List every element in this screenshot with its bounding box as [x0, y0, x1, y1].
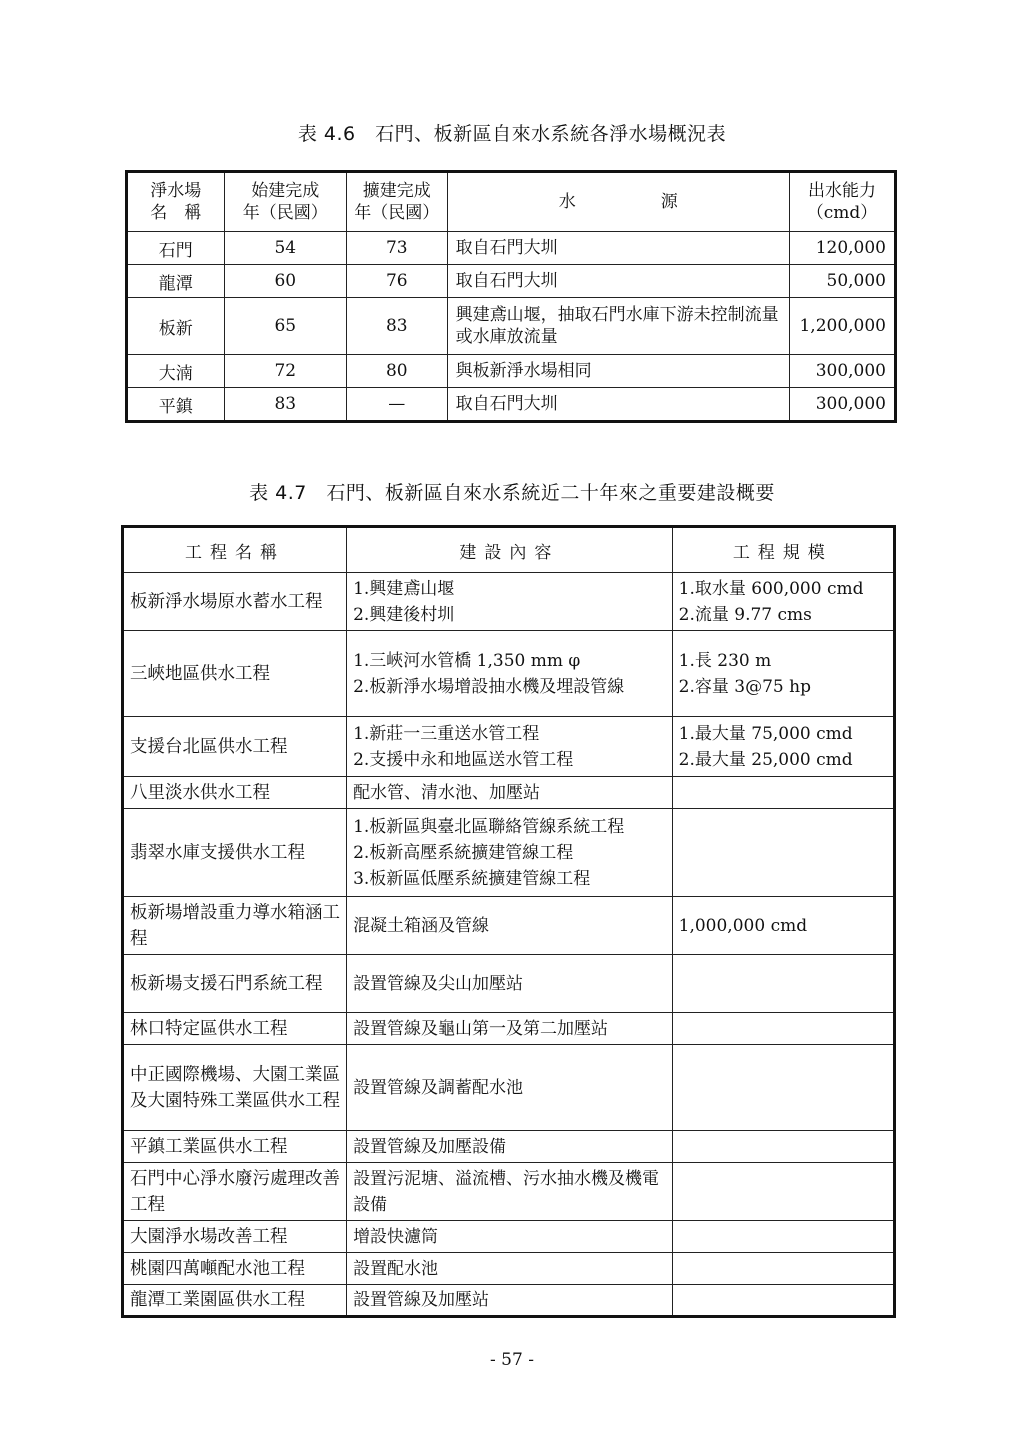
built-year: 83	[224, 388, 346, 422]
project-name: 八里淡水供水工程	[123, 777, 347, 809]
project-name: 翡翠水庫支援供水工程	[123, 809, 347, 897]
project-scale	[672, 631, 894, 717]
project-name: 大園淨水場改善工程	[123, 1221, 347, 1253]
project-scale	[672, 1131, 894, 1163]
header-built: 始建完成 年（民國）	[224, 172, 346, 232]
project-scale	[672, 1013, 894, 1045]
plant-name: 龍潭	[127, 265, 225, 298]
table-row	[123, 717, 895, 777]
table-row	[123, 777, 895, 809]
table-header-row	[123, 527, 895, 573]
table-row	[123, 1285, 895, 1317]
table-row	[127, 355, 896, 388]
scale-line: 2.容量 3@75 hp	[678, 676, 811, 697]
content-line: 配水管、清水池、加壓站	[353, 782, 541, 803]
table-header-row	[127, 172, 896, 232]
scale-line: 1,000,000 cmd	[678, 915, 808, 936]
project-scale	[672, 573, 894, 631]
table-row	[127, 388, 896, 422]
water-source: 與板新淨水場相同	[447, 355, 789, 388]
capacity: 300,000	[790, 355, 896, 388]
project-scale	[672, 1163, 894, 1221]
built-year: 72	[224, 355, 346, 388]
project-content	[347, 1013, 673, 1045]
expanded-year: 73	[347, 232, 448, 265]
table-row	[123, 1253, 895, 1285]
project-scale	[672, 777, 894, 809]
table-row	[123, 573, 895, 631]
table-row	[123, 1163, 895, 1221]
scale-line: 1.長 230 m	[678, 650, 772, 671]
project-scale	[672, 717, 894, 777]
table-row	[123, 809, 895, 897]
header-source: 水 源	[447, 172, 789, 232]
project-content	[347, 1221, 673, 1253]
header-scale: 工程規模	[672, 527, 894, 573]
content-line: 增設快濾筒	[353, 1226, 439, 1247]
content-line: 3.板新區低壓系統擴建管線工程	[353, 868, 591, 889]
expanded-year: 83	[347, 298, 448, 355]
project-name: 平鎮工業區供水工程	[123, 1131, 347, 1163]
project-name: 板新場增設重力導水箱涵工程	[123, 897, 347, 955]
table-row	[123, 1221, 895, 1253]
expanded-year: —	[347, 388, 448, 422]
project-content	[347, 717, 673, 777]
header-plant: 淨水場 名 稱	[127, 172, 225, 232]
built-year: 54	[224, 232, 346, 265]
project-name: 中正國際機場、大園工業區及大園特殊工業區供水工程	[123, 1045, 347, 1131]
project-name: 三峽地區供水工程	[123, 631, 347, 717]
table-row	[127, 265, 896, 298]
project-content	[347, 809, 673, 897]
content-line: 1.板新區與臺北區聯絡管線系統工程	[353, 816, 625, 837]
table-row	[123, 1045, 895, 1131]
plant-name: 板新	[127, 298, 225, 355]
project-name: 石門中心淨水廢污處理改善工程	[123, 1163, 347, 1221]
table-row	[123, 897, 895, 955]
table-row	[123, 1131, 895, 1163]
content-line: 設置管線及龜山第一及第二加壓站	[353, 1018, 609, 1039]
table-row	[127, 298, 896, 355]
project-content	[347, 1285, 673, 1317]
table-row	[123, 1013, 895, 1045]
project-name: 龍潭工業園區供水工程	[123, 1285, 347, 1317]
project-scale	[672, 1221, 894, 1253]
scale-line: 2.流量 9.77 cms	[678, 604, 812, 625]
water-source: 取自石門大圳	[447, 232, 789, 265]
water-plants-table	[125, 170, 897, 423]
project-content	[347, 1131, 673, 1163]
page-number: - 57 -	[490, 1350, 534, 1370]
content-line: 設置管線及調蓄配水池	[353, 1077, 524, 1098]
content-line: 設置管線及尖山加壓站	[353, 973, 524, 994]
project-name: 桃園四萬噸配水池工程	[123, 1253, 347, 1285]
content-line: 1.三峽河水管橋 1,350 mm φ	[353, 650, 581, 671]
project-content	[347, 1163, 673, 1221]
project-content	[347, 1045, 673, 1131]
content-line: 2.興建後村圳	[353, 604, 455, 625]
table-body	[123, 573, 895, 1317]
water-source: 取自石門大圳	[447, 265, 789, 298]
capacity: 120,000	[790, 232, 896, 265]
water-source: 興建鳶山堰，抽取石門水庫下游未控制流量或水庫放流量	[447, 298, 789, 355]
table-row	[123, 955, 895, 1013]
expanded-year: 80	[347, 355, 448, 388]
table-4-6-caption: 表 4.6 石門、板新區自來水系統各淨水場概況表	[297, 123, 727, 145]
project-content	[347, 955, 673, 1013]
scale-line: 2.最大量 25,000 cmd	[678, 749, 853, 770]
project-name: 板新淨水場原水蓄水工程	[123, 573, 347, 631]
scale-line: 1.最大量 75,000 cmd	[678, 723, 853, 744]
plant-name: 大湳	[127, 355, 225, 388]
construction-summary-table	[121, 525, 896, 1318]
table-4-7-caption: 表 4.7 石門、板新區自來水系統近二十年來之重要建設概要	[249, 482, 775, 504]
project-content	[347, 897, 673, 955]
built-year: 60	[224, 265, 346, 298]
project-scale	[672, 1253, 894, 1285]
water-source: 取自石門大圳	[447, 388, 789, 422]
content-line: 混凝土箱涵及管線	[353, 915, 490, 936]
project-scale	[672, 1045, 894, 1131]
project-scale	[672, 1285, 894, 1317]
content-line: 設置管線及加壓站	[353, 1290, 490, 1310]
content-line: 1.興建鳶山堰	[353, 578, 455, 599]
plant-name: 石門	[127, 232, 225, 265]
table-row	[123, 631, 895, 717]
project-content	[347, 631, 673, 717]
project-name: 林口特定區供水工程	[123, 1013, 347, 1045]
header-capacity: 出水能力 （cmd）	[790, 172, 896, 232]
project-scale	[672, 897, 894, 955]
table-row	[127, 232, 896, 265]
content-line: 設置管線及加壓設備	[353, 1136, 507, 1157]
project-content	[347, 777, 673, 809]
content-line: 2.板新高壓系統擴建管線工程	[353, 842, 574, 863]
capacity: 300,000	[790, 388, 896, 422]
content-line: 1.新莊一三重送水管工程	[353, 723, 540, 744]
built-year: 65	[224, 298, 346, 355]
capacity: 50,000	[790, 265, 896, 298]
header-project-name: 工程名稱	[123, 527, 347, 573]
header-expanded: 擴建完成 年（民國）	[347, 172, 448, 232]
content-line: 2.板新淨水場增設抽水機及埋設管線	[353, 676, 625, 697]
project-scale	[672, 955, 894, 1013]
header-content: 建設內容	[347, 527, 673, 573]
project-content	[347, 1253, 673, 1285]
project-content	[347, 573, 673, 631]
project-scale	[672, 809, 894, 897]
content-line: 設置配水池	[353, 1258, 439, 1279]
content-line: 2.支援中永和地區送水管工程	[353, 749, 574, 770]
plant-name: 平鎮	[127, 388, 225, 422]
content-line: 設置污泥塘、溢流槽、污水抽水機及機電設備	[353, 1168, 660, 1215]
project-name: 支援台北區供水工程	[123, 717, 347, 777]
scale-line: 1.取水量 600,000 cmd	[678, 578, 864, 599]
project-name: 板新場支援石門系統工程	[123, 955, 347, 1013]
expanded-year: 76	[347, 265, 448, 298]
capacity: 1,200,000	[790, 298, 896, 355]
